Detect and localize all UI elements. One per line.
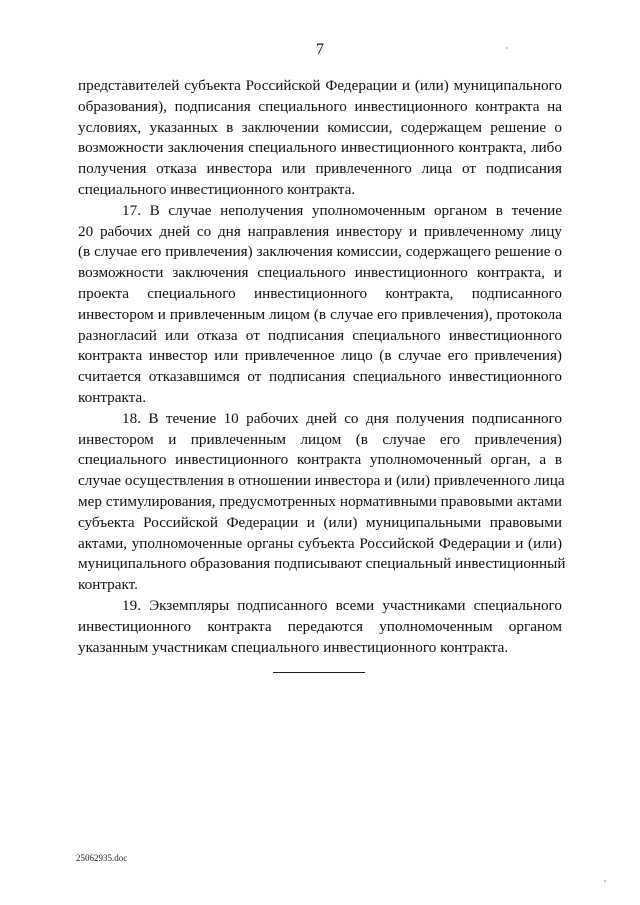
text-line: 17. В случае неполучения уполномоченным органом в течение xyxy=(122,201,562,219)
paragraph-continued xyxy=(78,76,562,201)
text-line: специального инвестиционного контракта уполномоченный орган, а в xyxy=(78,451,562,469)
text-line: возможности заключения специального инвестиционного контракта, и xyxy=(78,264,562,282)
text-line: указанным участникам специального инвестиционного контракта. xyxy=(78,638,509,656)
text-line: инвестором и привлеченным лицом (в случае его привлечения), протокола xyxy=(78,305,562,323)
paragraph-point-19 xyxy=(78,596,562,658)
text-line: условиях, указанных в заключении комиссии, содержащем решение о xyxy=(78,118,562,136)
text-line: муниципального образования подписывают специальный инвестиционный xyxy=(78,555,566,573)
end-of-text-rule xyxy=(273,672,365,673)
text-line: разногласий или отказа от подписания специального инвестиционного xyxy=(78,326,562,344)
text-line: актами, уполномоченные органы субъекта Российской Федерации и (или) xyxy=(78,534,562,552)
document-body xyxy=(78,76,566,658)
text-line: случае осуществления в отношении инвестора и (или) привлеченного лица xyxy=(78,472,565,490)
scan-speck xyxy=(506,47,508,49)
text-line: специального инвестиционного контракта. xyxy=(78,180,356,198)
text-line: 19. Экземпляры подписанного всеми участниками специального xyxy=(122,596,562,614)
text-line: субъекта Российской Федерации и (или) муниципальными правовыми xyxy=(78,513,562,531)
page-number: 7 xyxy=(316,41,324,58)
text-line: получения отказа инвестора или привлеченного лица от подписания xyxy=(78,160,562,178)
footer-filename: 25062935.doc xyxy=(76,853,128,863)
text-line: возможности заключения специального инвестиционного контракта, либо xyxy=(78,139,562,157)
text-line: 20 рабочих дней со дня направления инвестору и привлеченному лицу xyxy=(78,222,562,240)
text-line: представителей субъекта Российской Федерации и (или) муниципального xyxy=(78,77,562,94)
text-line: контракта. xyxy=(78,388,147,406)
text-line: контракта инвестор или привлеченное лицо (в случае его привлечения) xyxy=(78,347,562,365)
text-line: (в случае его привлечения) заключения комиссии, содержащего решение о xyxy=(78,243,562,261)
text-line: мер стимулирования, предусмотренных нормативными правовыми актами xyxy=(78,492,562,510)
text-line: проекта специального инвестиционного контракта, подписанного xyxy=(78,284,562,302)
paragraph-point-18 xyxy=(78,409,566,596)
text-line: 18. В течение 10 рабочих дней со дня получения подписанного xyxy=(122,409,562,427)
text-line: считается отказавшимся от подписания специального инвестиционного xyxy=(78,368,562,386)
text-line: контракт. xyxy=(78,576,138,594)
paragraph-point-17 xyxy=(78,201,562,409)
scan-speck xyxy=(604,880,606,882)
text-line: образования), подписания специального инвестиционного контракта на xyxy=(78,97,562,115)
text-line: инвестиционного контракта передаются уполномоченным органом xyxy=(78,617,562,635)
text-line: инвестором и привлеченным лицом (в случае его привлечения) xyxy=(78,430,562,448)
